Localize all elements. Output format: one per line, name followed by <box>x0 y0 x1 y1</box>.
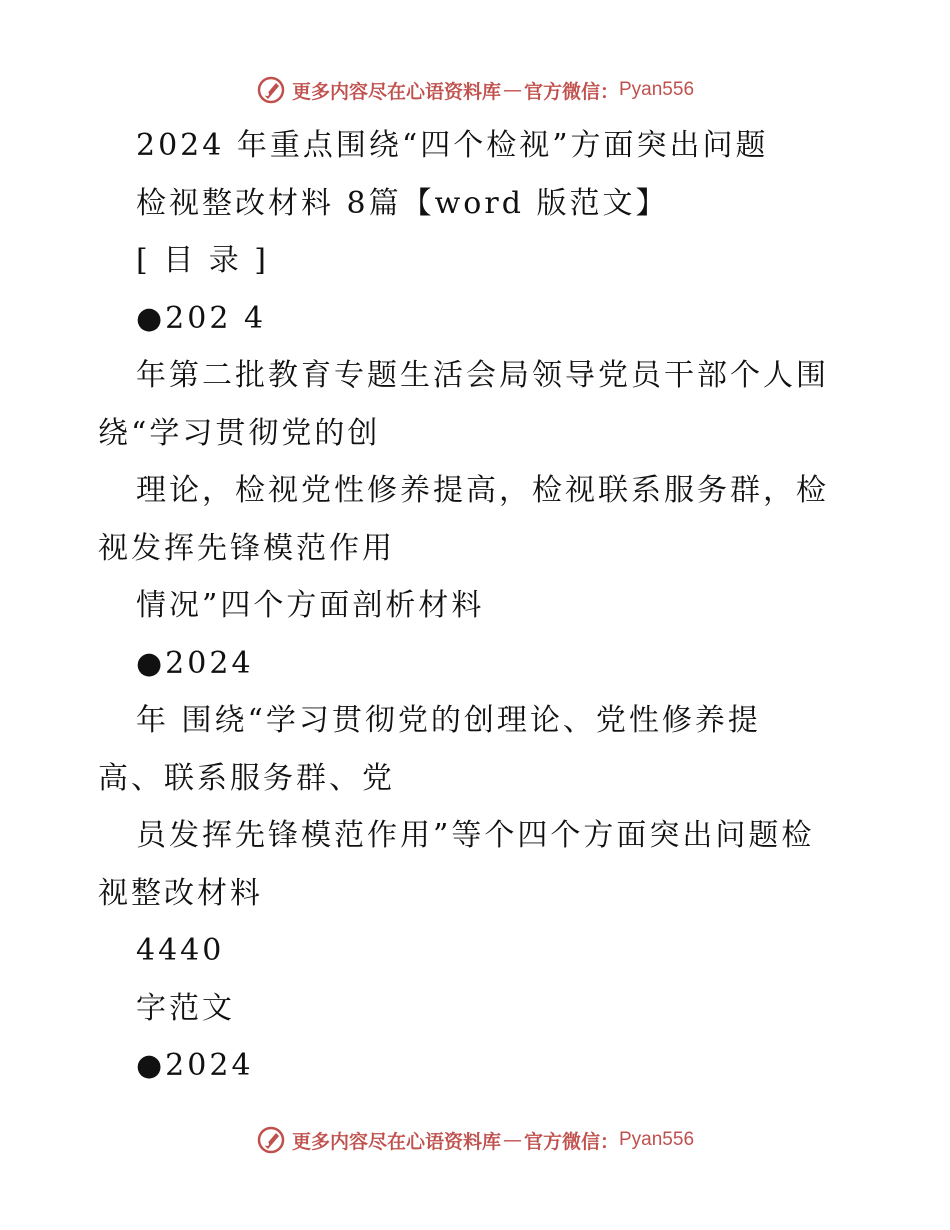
document-line: ●2024 <box>136 645 254 681</box>
document-line: 年 围绕“学习贯彻党的创理论、党性修养提 <box>136 703 761 738</box>
watermark-dash: — <box>502 79 522 101</box>
document-line: 年第二批教育专题生活会局领导党员干部个人围 <box>136 358 829 393</box>
document-line: 绕“学习贯彻党的创 <box>98 415 381 451</box>
document-line: [ 目 录 ] <box>136 243 270 278</box>
document-line: 情况”四个方面剖析材料 <box>136 588 485 623</box>
footer-watermark <box>0 1120 950 1160</box>
document-line: 2024 年重点围绕“四个检视”方面突出问题 <box>136 128 769 163</box>
document-line: 理论，检视党性修养提高，检视联系服务群，检 <box>136 473 829 508</box>
watermark-wechat-label: 官方微信： <box>523 1130 619 1153</box>
document-line: ●2024 <box>136 1048 254 1083</box>
document-line: 4440 <box>136 933 225 968</box>
document-line: 检视整改材料 8篇【word 版范文】 <box>136 185 669 221</box>
document-body <box>98 117 858 1095</box>
watermark-wechat-id: Pyan556 <box>619 1129 695 1150</box>
watermark-main-text: 更多内容尽在心语资料库 <box>291 1130 501 1153</box>
document-line: ●202 4 <box>136 300 267 336</box>
pen-logo-icon <box>256 75 286 105</box>
document-line: 员发挥先锋模范作用”等个四个方面突出问题检 <box>136 818 815 853</box>
watermark-main-text: 更多内容尽在心语资料库 <box>291 80 501 103</box>
watermark-wechat-label: 官方微信： <box>523 80 619 103</box>
document-line: 字范文 <box>136 990 235 1026</box>
pen-logo-icon <box>256 1125 286 1155</box>
header-watermark <box>0 70 950 110</box>
document-line: 视发挥先锋模范作用 <box>98 530 395 566</box>
document-line: 视整改材料 <box>98 875 263 911</box>
watermark-dash: — <box>502 1129 522 1151</box>
watermark-wechat-id: Pyan556 <box>619 79 695 100</box>
document-line: 高、联系服务群、党 <box>98 760 395 796</box>
